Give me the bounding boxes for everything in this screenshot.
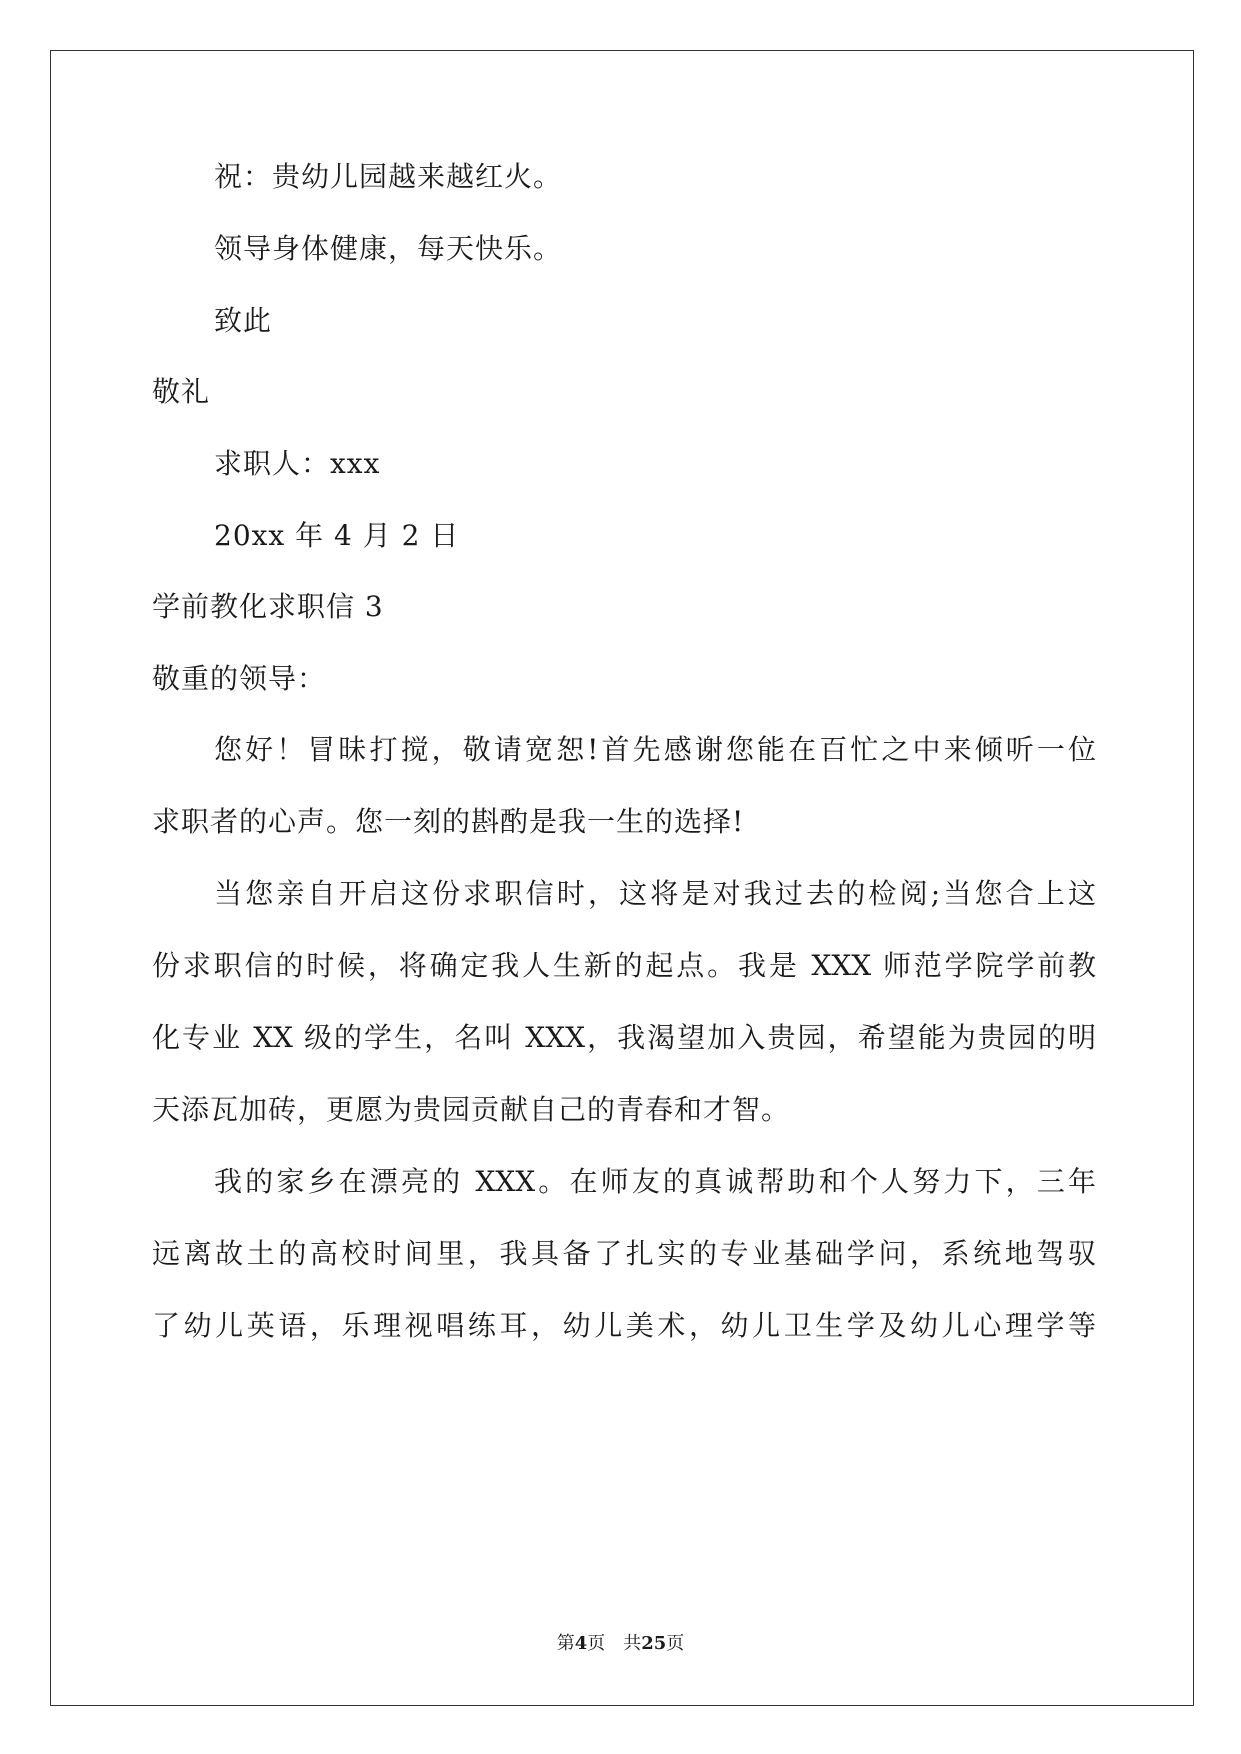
- footer-prefix: 第: [556, 1633, 575, 1654]
- letter-date: 20xx 年 4 月 2 日: [214, 519, 460, 552]
- closing-regards: 敬礼: [152, 375, 211, 408]
- applicant-signature: 求职人：xxx: [214, 447, 381, 480]
- closing-salutation: 致此: [214, 304, 273, 337]
- paragraph-line: 求职者的心声。您一刻的斟酌是我一生的选择!: [152, 805, 745, 838]
- paragraph-line: 化专业 XX 级的学生，名叫 XXX，我渴望加入贵园，希望能为贵园的明: [152, 1021, 1096, 1054]
- footer-page-unit: 页: [587, 1633, 606, 1654]
- paragraph-line: 份求职信的时候，将确定我人生新的起点。我是 XXX 师范学院学前教: [152, 949, 1096, 982]
- paragraph-line: 远离故土的高校时间里，我具备了扎实的专业基础学问，系统地驾驭: [152, 1237, 1096, 1270]
- footer-total-prefix: 共: [623, 1633, 642, 1654]
- paragraph-line: 您好！冒昧打搅，敬请宽恕!首先感谢您能在百忙之中来倾听一位: [214, 733, 1096, 766]
- paragraph-line: 了幼儿英语，乐理视唱练耳，幼儿美术，幼儿卫生学及幼儿心理学等: [152, 1309, 1096, 1342]
- section-heading: 学前教化求职信 3: [152, 590, 384, 623]
- paragraph-line: 我的家乡在漂亮的 XXX。在师友的真诚帮助和个人努力下，三年: [214, 1165, 1096, 1198]
- total-pages: 25: [641, 1633, 667, 1654]
- page-number: 4: [574, 1633, 588, 1654]
- paragraph-line: 天添瓦加砖，更愿为贵园贡献自己的青春和才智。: [152, 1093, 791, 1126]
- closing-wish-line: 祝：贵幼儿园越来越红火。: [214, 160, 563, 193]
- closing-wish-line-2: 领导身体健康，每天快乐。: [214, 232, 563, 265]
- paragraph-line: 当您亲自开启这份求职信时，这将是对我过去的检阅;当您合上这: [214, 877, 1096, 910]
- footer-total-unit: 页: [666, 1633, 685, 1654]
- page-footer: [0, 1632, 1241, 1656]
- letter-greeting: 敬重的领导：: [152, 662, 327, 695]
